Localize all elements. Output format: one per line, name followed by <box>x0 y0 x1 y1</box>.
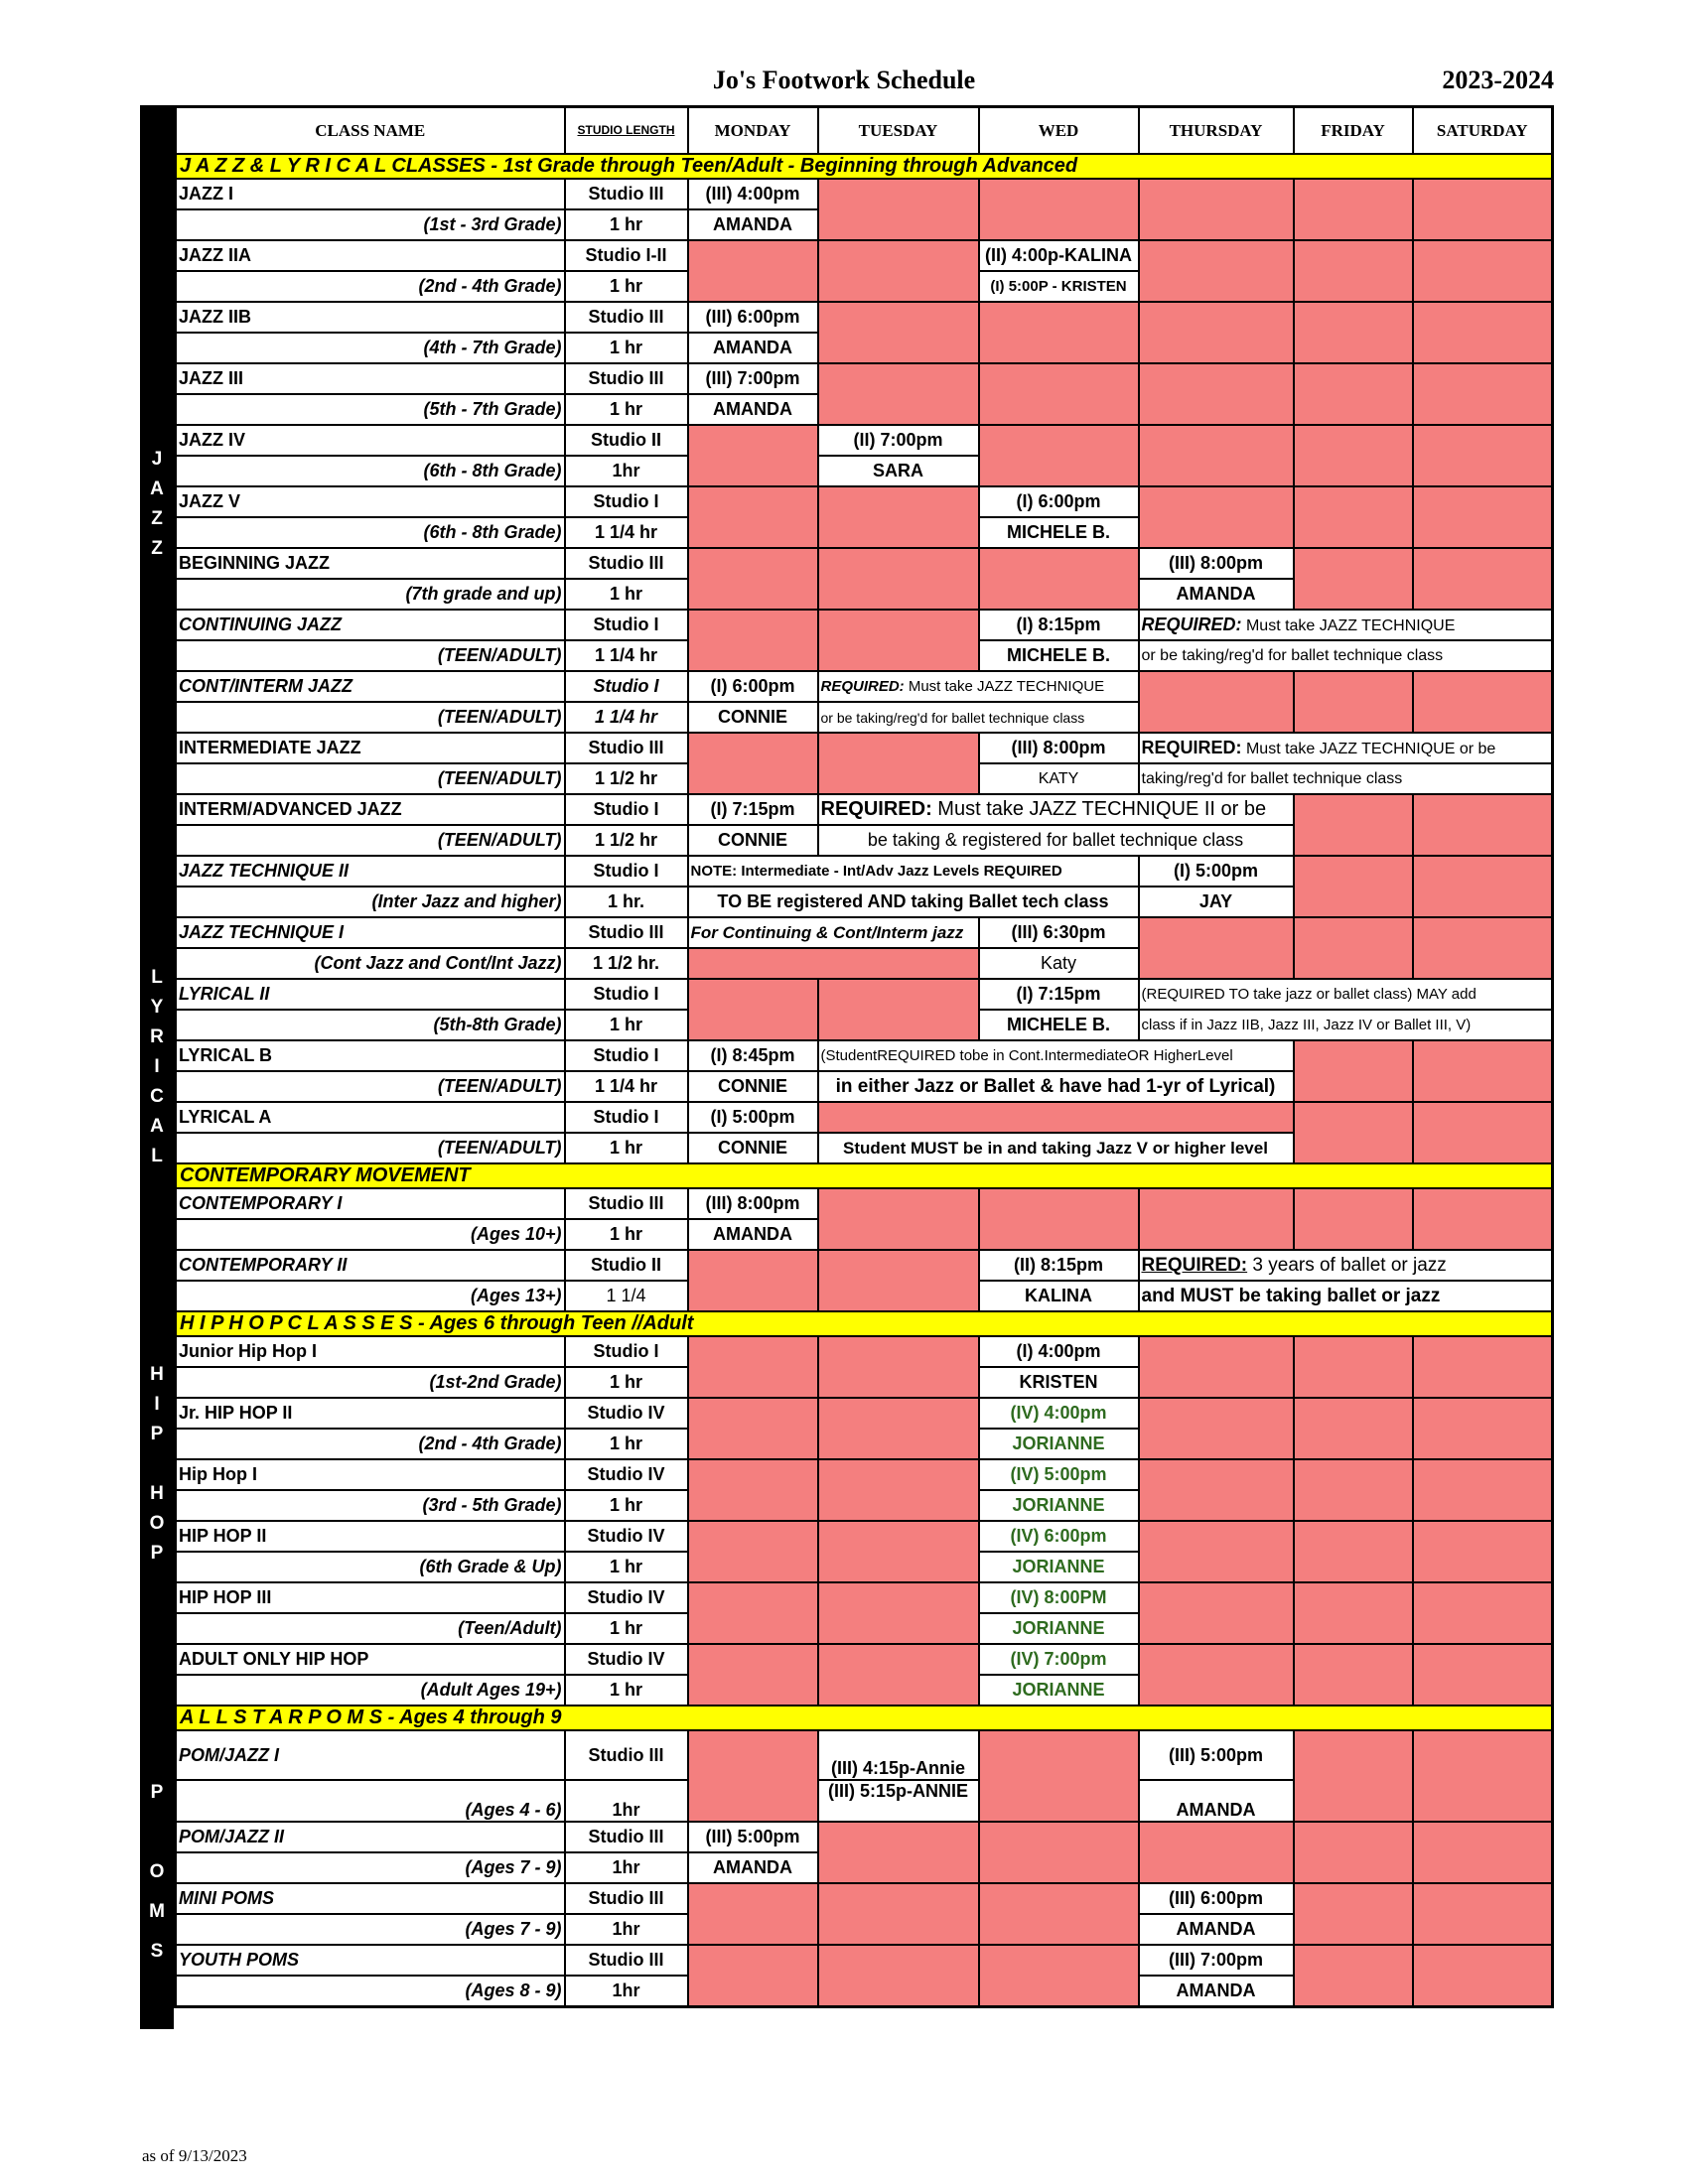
requirement-note: REQUIRED: 3 years of ballet or jazz <box>1139 1250 1553 1281</box>
thursday-time: (I) 5:00pm <box>1139 856 1294 887</box>
length: 1 hr <box>565 333 688 363</box>
requirement-note-2: or be taking/reg'd for ballet technique class <box>1139 640 1553 671</box>
monday-instructor: AMANDA <box>688 209 818 240</box>
length: 1 1/2 hr <box>565 763 688 794</box>
grade-range: (Ages 10+) <box>176 1219 565 1250</box>
wed-instructor: Katy <box>979 948 1139 979</box>
requirement-note: REQUIRED: Must take JAZZ TECHNIQUE II or be <box>818 794 1294 825</box>
class-name: POM/JAZZ I <box>176 1730 565 1780</box>
length: 1 hr <box>565 1219 688 1250</box>
wed-time: (I) 7:15pm <box>979 979 1139 1010</box>
length: 1 1/4 hr <box>565 1071 688 1102</box>
class-name: Junior Hip Hop I <box>176 1336 565 1367</box>
side-label-jazz: J A Z Z <box>150 449 164 559</box>
studio: Studio III <box>565 1883 688 1914</box>
length: 1 hr <box>565 1552 688 1582</box>
grade-range: (TEEN/ADULT) <box>176 763 565 794</box>
length: 1 hr <box>565 1367 688 1398</box>
grade-range: (Ages 13+) <box>176 1281 565 1311</box>
requirement-note: REQUIRED: Must take JAZZ TECHNIQUE or be <box>1139 733 1553 763</box>
length: 1 1/4 hr <box>565 702 688 733</box>
wed-time: (I) 8:15pm <box>979 610 1139 640</box>
grade-range: (Inter Jazz and higher) <box>176 887 565 917</box>
grade-range: (TEEN/ADULT) <box>176 825 565 856</box>
wed-time: (IV) 7:00pm <box>979 1644 1139 1675</box>
requirement-note-2: Student MUST be in and taking Jazz V or higher level <box>818 1133 1294 1163</box>
requirement-note-2: and MUST be taking ballet or jazz <box>1139 1281 1553 1311</box>
length: 1hr <box>565 456 688 486</box>
side-label-hiphop: H I P H O P <box>149 1364 165 1564</box>
class-row-jazz4-a <box>176 425 1553 456</box>
monday-time: (III) 8:00pm <box>688 1188 818 1219</box>
length: 1hr <box>565 1780 688 1822</box>
studio: Studio IV <box>565 1582 688 1613</box>
col-friday: FRIDAY <box>1294 107 1413 155</box>
requirement-note-2: TO BE registered AND taking Ballet tech class <box>688 887 1139 917</box>
thursday-time: (III) 7:00pm <box>1139 1945 1294 1976</box>
requirement-note-2: class if in Jazz IIB, Jazz III, Jazz IV or Ballet III, V) <box>1139 1010 1553 1040</box>
wed-instructor: MICHELE B. <box>979 640 1139 671</box>
class-row-youthpoms-a <box>176 1945 1553 1976</box>
thursday-time: (III) 5:00pm <box>1139 1730 1294 1780</box>
class-row-intadv-a <box>176 794 1553 825</box>
class-row-lyra-a <box>176 1102 1553 1133</box>
header-row <box>176 107 1553 155</box>
grade-range: (6th - 8th Grade) <box>176 456 565 486</box>
studio: Studio IV <box>565 1644 688 1675</box>
thursday-time: (III) 6:00pm <box>1139 1883 1294 1914</box>
studio: Studio I-II <box>565 240 688 271</box>
grade-range: (7th grade and up) <box>176 579 565 610</box>
class-row-intjazz-a <box>176 733 1553 763</box>
length: 1 1/4 <box>565 1281 688 1311</box>
wed-instructor: KALINA <box>979 1281 1139 1311</box>
requirement-note-2: in either Jazz or Ballet & have had 1-yr of Lyrical) <box>818 1071 1294 1102</box>
class-row-jt1-a <box>176 917 1553 948</box>
grade-range: (Ages 8 - 9) <box>176 1976 565 2007</box>
class-name: YOUTH POMS <box>176 1945 565 1976</box>
class-row-jazz3-a <box>176 363 1553 394</box>
length: 1 1/2 hr. <box>565 948 688 979</box>
wed-time: (II) 8:15pm <box>979 1250 1139 1281</box>
thursday-instructor: AMANDA <box>1139 1976 1294 2007</box>
length: 1 hr <box>565 394 688 425</box>
grade-range: (4th - 7th Grade) <box>176 333 565 363</box>
grade-range: (Teen/Adult) <box>176 1613 565 1644</box>
class-name: JAZZ IIA <box>176 240 565 271</box>
class-name: CONT/INTERM JAZZ <box>176 671 565 702</box>
class-row-cont2-a <box>176 1250 1553 1281</box>
class-row-jhh1-a <box>176 1336 1553 1367</box>
wed-time: (IV) 5:00pm <box>979 1459 1139 1490</box>
col-studio-length: STUDIO LENGTH <box>565 107 688 155</box>
studio: Studio I <box>565 856 688 887</box>
wed-time: (I) 4:00pm <box>979 1336 1139 1367</box>
grade-range: (Cont Jazz and Cont/Int Jazz) <box>176 948 565 979</box>
class-row-hh2-a <box>176 1521 1553 1552</box>
grade-range: (1st - 3rd Grade) <box>176 209 565 240</box>
section-header-contemporary: CONTEMPORARY MOVEMENT <box>176 1163 1553 1188</box>
wed-instructor: JORIANNE <box>979 1613 1139 1644</box>
wed-instructor: KRISTEN <box>979 1367 1139 1398</box>
wed-instructor: (I) 5:00P - KRISTEN <box>979 271 1139 302</box>
grade-range: (5th-8th Grade) <box>176 1010 565 1040</box>
grade-range: (1st-2nd Grade) <box>176 1367 565 1398</box>
studio: Studio I <box>565 671 688 702</box>
class-name: JAZZ IV <box>176 425 565 456</box>
class-name: CONTEMPORARY II <box>176 1250 565 1281</box>
tuesday-time: (III) 4:15p-Annie <box>818 1730 979 1780</box>
class-row-hh1-a <box>176 1459 1553 1490</box>
studio: Studio III <box>565 1188 688 1219</box>
studio: Studio I <box>565 979 688 1010</box>
wed-instructor: JORIANNE <box>979 1429 1139 1459</box>
class-name: JAZZ IIB <box>176 302 565 333</box>
length: 1 hr <box>565 1133 688 1163</box>
requirement-note: (REQUIRED TO take jazz or ballet class) MAY add <box>1139 979 1553 1010</box>
grade-range: (2nd - 4th Grade) <box>176 1429 565 1459</box>
col-saturday: SATURDAY <box>1413 107 1553 155</box>
class-name: POM/JAZZ II <box>176 1822 565 1852</box>
class-row-adulthh-a <box>176 1644 1553 1675</box>
requirement-note-2: be taking & registered for ballet technique class <box>818 825 1294 856</box>
section-header-hiphop: H I P H O P C L A S S E S - Ages 6 through Teen //Adult <box>176 1311 1553 1336</box>
studio: Studio III <box>565 733 688 763</box>
length: 1hr <box>565 1914 688 1945</box>
class-name: JAZZ V <box>176 486 565 517</box>
monday-instructor: AMANDA <box>688 333 818 363</box>
studio: Studio III <box>565 1730 688 1780</box>
studio: Studio III <box>565 548 688 579</box>
grade-range: (TEEN/ADULT) <box>176 702 565 733</box>
class-row-begjazz-a <box>176 548 1553 579</box>
studio: Studio III <box>565 1822 688 1852</box>
class-row-minipoms-a <box>176 1883 1553 1914</box>
length: 1 1/4 hr <box>565 517 688 548</box>
studio: Studio III <box>565 179 688 209</box>
monday-instructor: AMANDA <box>688 1852 818 1883</box>
section-header-jazz-lyrical: J A Z Z & L Y R I C A L CLASSES - 1st Grade through Teen/Adult - Beginning through Advanced <box>176 154 1553 179</box>
class-name: LYRICAL B <box>176 1040 565 1071</box>
class-name: HIP HOP III <box>176 1582 565 1613</box>
monday-time: (III) 6:00pm <box>688 302 818 333</box>
length: 1 1/4 hr <box>565 640 688 671</box>
wed-time: (III) 6:30pm <box>979 917 1139 948</box>
requirement-note: REQUIRED: Must take JAZZ TECHNIQUE <box>818 671 1139 702</box>
wed-time: (II) 4:00p-KALINA <box>979 240 1139 271</box>
schedule-table <box>174 105 1554 2008</box>
monday-instructor: CONNIE <box>688 1133 818 1163</box>
grade-range: (Ages 7 - 9) <box>176 1914 565 1945</box>
studio: Studio III <box>565 1945 688 1976</box>
length: 1hr <box>565 1852 688 1883</box>
length: 1hr <box>565 1976 688 2007</box>
class-name: CONTEMPORARY I <box>176 1188 565 1219</box>
monday-instructor: CONNIE <box>688 702 818 733</box>
class-row-jazz5-a <box>176 486 1553 517</box>
studio: Studio I <box>565 1336 688 1367</box>
side-label-lyrical: L Y R I C A L <box>150 967 164 1166</box>
monday-time: (III) 4:00pm <box>688 179 818 209</box>
monday-time: (III) 5:00pm <box>688 1822 818 1852</box>
requirement-note-2: taking/reg'd for ballet technique class <box>1139 763 1553 794</box>
col-tuesday: TUESDAY <box>818 107 979 155</box>
class-row-cont1-a <box>176 1188 1553 1219</box>
class-name: HIP HOP II <box>176 1521 565 1552</box>
studio: Studio I <box>565 1102 688 1133</box>
grade-range: (6th Grade & Up) <box>176 1552 565 1582</box>
col-wed: WED <box>979 107 1139 155</box>
class-row-hh3-a <box>176 1582 1553 1613</box>
class-name: INTERMEDIATE JAZZ <box>176 733 565 763</box>
studio: Studio III <box>565 917 688 948</box>
class-name: JAZZ I <box>176 179 565 209</box>
thursday-instructor: AMANDA <box>1139 1780 1294 1822</box>
grade-range: (3rd - 5th Grade) <box>176 1490 565 1521</box>
monday-time: (I) 5:00pm <box>688 1102 818 1133</box>
studio: Studio I <box>565 486 688 517</box>
class-name: Hip Hop I <box>176 1459 565 1490</box>
class-row-jt2-a <box>176 856 1553 887</box>
thursday-instructor: AMANDA <box>1139 579 1294 610</box>
studio: Studio I <box>565 610 688 640</box>
class-name: MINI POMS <box>176 1883 565 1914</box>
col-monday: MONDAY <box>688 107 818 155</box>
class-row-jhh2-a <box>176 1398 1553 1429</box>
thursday-instructor: AMANDA <box>1139 1914 1294 1945</box>
studio: Studio II <box>565 425 688 456</box>
class-row-lyr2-a <box>176 979 1553 1010</box>
grade-range: (2nd - 4th Grade) <box>176 271 565 302</box>
grade-range: (Adult Ages 19+) <box>176 1675 565 1706</box>
wed-instructor: JORIANNE <box>979 1675 1139 1706</box>
wed-instructor: JORIANNE <box>979 1490 1139 1521</box>
monday-time: (I) 6:00pm <box>688 671 818 702</box>
length: 1 hr <box>565 579 688 610</box>
monday-time: (I) 7:15pm <box>688 794 818 825</box>
length: 1 hr <box>565 1010 688 1040</box>
studio: Studio IV <box>565 1521 688 1552</box>
length: 1 hr <box>565 1613 688 1644</box>
wed-time: (IV) 4:00pm <box>979 1398 1139 1429</box>
length: 1 hr <box>565 1429 688 1459</box>
class-name: LYRICAL II <box>176 979 565 1010</box>
studio: Studio II <box>565 1250 688 1281</box>
tuesday-instructor: SARA <box>818 456 979 486</box>
page-title: Jo's Footwork Schedule <box>712 66 976 94</box>
grade-range: (6th - 8th Grade) <box>176 517 565 548</box>
length: 1 hr <box>565 271 688 302</box>
length: 1 hr <box>565 209 688 240</box>
monday-instructor: AMANDA <box>688 1219 818 1250</box>
monday-time: (I) 8:45pm <box>688 1040 818 1071</box>
thursday-instructor: JAY <box>1139 887 1294 917</box>
wed-instructor: MICHELE B. <box>979 517 1139 548</box>
studio: Studio IV <box>565 1459 688 1490</box>
class-name: CONTINUING JAZZ <box>176 610 565 640</box>
length: 1 hr <box>565 1490 688 1521</box>
requirement-note: (StudentREQUIRED tobe in Cont.IntermediateOR HigherLevel <box>818 1040 1294 1071</box>
monday-instructor: AMANDA <box>688 394 818 425</box>
grade-range: (Ages 7 - 9) <box>176 1852 565 1883</box>
tuesday-time: (II) 7:00pm <box>818 425 979 456</box>
col-thursday: THURSDAY <box>1139 107 1294 155</box>
wed-instructor: JORIANNE <box>979 1552 1139 1582</box>
class-name: JAZZ TECHNIQUE I <box>176 917 565 948</box>
grade-range: (TEEN/ADULT) <box>176 640 565 671</box>
tuesday-instructor: (III) 5:15p-ANNIE <box>818 1780 979 1822</box>
col-class-name: CLASS NAME <box>176 107 565 155</box>
thursday-time: (III) 8:00pm <box>1139 548 1294 579</box>
class-name: INTERM/ADVANCED JAZZ <box>176 794 565 825</box>
length: 1 hr. <box>565 887 688 917</box>
class-row-jazz2a-a <box>176 240 1553 271</box>
revision-date: as of 9/13/2023 <box>142 2146 247 2165</box>
requirement-note-2: or be taking/reg'd for ballet technique class <box>818 702 1139 733</box>
monday-instructor: CONNIE <box>688 825 818 856</box>
grade-range: (Ages 4 - 6) <box>176 1780 565 1822</box>
studio: Studio I <box>565 794 688 825</box>
length: 1 1/2 hr <box>565 825 688 856</box>
class-name: JAZZ III <box>176 363 565 394</box>
wed-time: (III) 8:00pm <box>979 733 1139 763</box>
monday-instructor: CONNIE <box>688 1071 818 1102</box>
length: 1 hr <box>565 1675 688 1706</box>
grade-range: (5th - 7th Grade) <box>176 394 565 425</box>
side-label-poms: P O M S <box>149 1782 165 1962</box>
wed-instructor: MICHELE B. <box>979 1010 1139 1040</box>
class-name: JAZZ TECHNIQUE II <box>176 856 565 887</box>
requirement-note: NOTE: Intermediate - Int/Adv Jazz Levels REQUIRED <box>688 856 1139 887</box>
wed-time: (I) 6:00pm <box>979 486 1139 517</box>
class-name: Jr. HIP HOP II <box>176 1398 565 1429</box>
class-name: BEGINNING JAZZ <box>176 548 565 579</box>
section-header-poms: A L L S T A R P O M S - Ages 4 through 9 <box>176 1706 1553 1730</box>
school-year: 2023-2024 <box>1442 66 1554 94</box>
class-row-continterm-a <box>176 671 1553 702</box>
class-row-pom1-a <box>176 1730 1553 1780</box>
studio: Studio III <box>565 302 688 333</box>
wed-time: (IV) 8:00PM <box>979 1582 1139 1613</box>
wed-time: (IV) 6:00pm <box>979 1521 1139 1552</box>
monday-time: (III) 7:00pm <box>688 363 818 394</box>
wed-instructor: KATY <box>979 763 1139 794</box>
requirement-note: For Continuing & Cont/Interm jazz <box>688 917 979 948</box>
class-row-jazz2b-a <box>176 302 1553 333</box>
requirement-note: REQUIRED: Must take JAZZ TECHNIQUE <box>1139 610 1553 640</box>
class-row-contjazz-a <box>176 610 1553 640</box>
studio: Studio IV <box>565 1398 688 1429</box>
class-row-pom2-a <box>176 1822 1553 1852</box>
studio: Studio III <box>565 363 688 394</box>
class-name: LYRICAL A <box>176 1102 565 1133</box>
class-name: ADULT ONLY HIP HOP <box>176 1644 565 1675</box>
class-row-lyrb-a <box>176 1040 1553 1071</box>
grade-range: (TEEN/ADULT) <box>176 1133 565 1163</box>
grade-range: (TEEN/ADULT) <box>176 1071 565 1102</box>
class-row-jazz1-a <box>176 179 1553 209</box>
studio: Studio I <box>565 1040 688 1071</box>
